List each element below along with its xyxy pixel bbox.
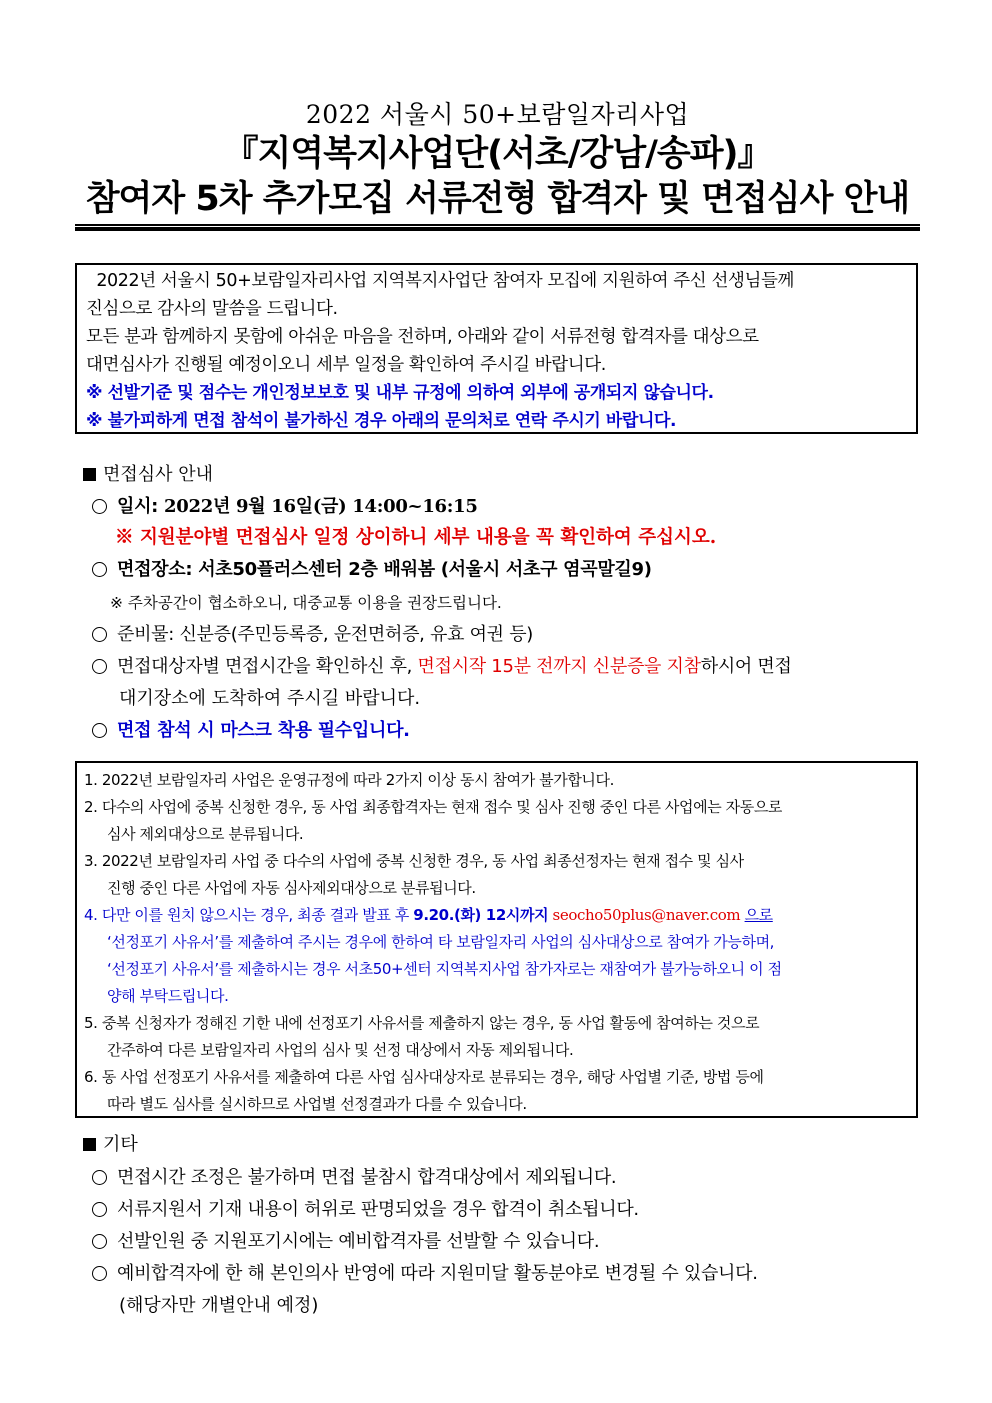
rule-6-line-2: 따라 별도 심사를 실시하므로 사업별 선정결과가 다를 수 있습니다. bbox=[107, 1095, 527, 1113]
document-title bbox=[75, 98, 920, 222]
rule-4-line-1: 4. 다만 이를 원치 않으시는 경우, 최종 결과 발표 후 9.20.(화) 12시까지 seocho50plus@naver.com 으로 bbox=[84, 906, 773, 924]
other-item-1: 면접시간 조정은 불가하며 면접 불참시 합격대상에서 제외됩니다. bbox=[92, 1164, 616, 1192]
rule-4-line-3: ‘선정포기 사유서’를 제출하시는 경우 서초50+센터 지역복지사업 참가자로는 재참여가 불가능하오니 이 점 bbox=[107, 960, 782, 978]
notice-contact: ※ 불가피하게 면접 참석이 불가하신 경우 아래의 문의처로 연락 주시기 바랍니다. bbox=[86, 411, 677, 431]
datetime-note: ※ 지원분야별 면접심사 일정 상이하니 세부 내용을 꼭 확인하여 주십시오. bbox=[115, 527, 717, 548]
other-item-2: 서류지원서 기재 내용이 허위로 판명되었을 경우 합격이 취소됩니다. bbox=[92, 1196, 639, 1224]
interview-prep: 준비물: 신분증(주민등록증, 운전면허증, 유효 여권 등) bbox=[92, 621, 533, 649]
rule-4-line-2: ‘선정포기 사유서’를 제출하여 주시는 경우에 한하여 타 보람일자리 사업의 심사대상으로 참여가 가능하며, bbox=[107, 933, 775, 951]
interview-place: 면접장소: 서초50플러스센터 2층 배워봄 (서울시 서초구 염곡말길9) bbox=[92, 556, 652, 584]
circle-bullet-icon bbox=[92, 1170, 107, 1185]
rule-5-line-1: 5. 중복 신청자가 정해진 기한 내에 선정포기 사유서를 제출하지 않는 경우, 동 사업 활동에 참여하는 것으로 bbox=[84, 1014, 760, 1032]
title-double-underline bbox=[75, 224, 920, 231]
rules-box bbox=[75, 761, 918, 1118]
other-item-4-note: (해당자만 개별안내 예정) bbox=[119, 1295, 319, 1316]
rule-6-line-1: 6. 동 사업 선정포기 사유서를 제출하여 다른 사업 심사대상자로 분류되는 경우, 해당 사업별 기준, 방법 등에 bbox=[84, 1068, 764, 1086]
rule-3-line-1: 3. 2022년 보람일자리 사업 중 다수의 사업에 중복 신청한 경우, 동 사업 최종선정자는 현재 접수 및 심사 bbox=[84, 852, 744, 870]
circle-bullet-icon bbox=[92, 659, 107, 674]
interview-section-heading: 면접심사 안내 bbox=[83, 462, 213, 488]
arrival-line-2: 대기장소에 도착하여 주시길 바랍니다. bbox=[119, 688, 421, 709]
circle-bullet-icon bbox=[92, 562, 107, 577]
circle-bullet-icon bbox=[92, 1202, 107, 1217]
rule-2-line-1: 2. 다수의 사업에 중복 신청한 경우, 동 사업 최종합격자는 현재 접수 및 심사 진행 중인 다른 사업에는 자동으로 bbox=[84, 798, 783, 816]
rule-2-line-2: 심사 제외대상으로 분류됩니다. bbox=[107, 825, 304, 843]
circle-bullet-icon bbox=[92, 627, 107, 642]
deadline: 9.20.(화) 12시까지 bbox=[413, 906, 549, 924]
other-section-heading: 기타 bbox=[83, 1132, 138, 1158]
notice-confidential: ※ 선발기준 및 점수는 개인정보보호 및 내부 규정에 의하여 외부에 공개되지 않습니다. bbox=[86, 383, 714, 403]
intro-box bbox=[75, 263, 918, 434]
email-link[interactable]: seocho50plus@naver.com bbox=[552, 906, 741, 924]
parking-note: ※ 주차공간이 협소하오니, 대중교통 이용을 권장드립니다. bbox=[110, 594, 502, 612]
mask-notice: 면접 참석 시 마스크 착용 필수입니다. bbox=[92, 717, 410, 745]
black-square-bullet-icon bbox=[83, 1138, 96, 1151]
intro-line-2: 진심으로 감사의 말씀을 드립니다. bbox=[86, 299, 338, 319]
intro-line-3: 모든 분과 함께하지 못함에 아쉬운 마음을 전하며, 아래와 같이 서류전형 합격자를 대상으로 bbox=[86, 327, 759, 347]
other-item-4: 예비합격자에 한 해 본인의사 반영에 따라 지원미달 활동분야로 변경될 수 있습니다. bbox=[92, 1260, 758, 1288]
circle-bullet-icon bbox=[92, 1234, 107, 1249]
arrival-requirement: 면접시작 15분 전까지 신분증을 지참 bbox=[417, 656, 701, 677]
intro-line-1: 2022년 서울시 50+보람일자리사업 지역복지사업단 참여자 모집에 지원하여 주신 선생님들께 bbox=[86, 271, 794, 291]
rule-4-line-4: 양해 부탁드립니다. bbox=[107, 987, 229, 1005]
title-unit: 『지역복지사업단(서초/강남/송파)』 bbox=[223, 134, 772, 174]
other-item-3: 선발인원 중 지원포기시에는 예비합격자를 선발할 수 있습니다. bbox=[92, 1228, 599, 1256]
title-year-program: 2022 서울시 50+보람일자리사업 bbox=[305, 100, 690, 129]
rule-3-line-2: 진행 중인 다른 사업에 자동 심사제외대상으로 분류됩니다. bbox=[107, 879, 476, 897]
circle-bullet-icon bbox=[92, 723, 107, 738]
intro-line-4: 대면심사가 진행될 예정이오니 세부 일정을 확인하여 주시길 바랍니다. bbox=[86, 355, 606, 375]
black-square-bullet-icon bbox=[83, 468, 96, 481]
circle-bullet-icon bbox=[92, 1266, 107, 1281]
interview-datetime: 일시: 2022년 9월 16일(금) 14:00~16:15 bbox=[92, 493, 478, 521]
circle-bullet-icon bbox=[92, 499, 107, 514]
title-subject: 참여자 5차 추가모집 서류전형 합격자 및 면접심사 안내 bbox=[85, 179, 910, 219]
rule-1: 1. 2022년 보람일자리 사업은 운영규정에 따라 2가지 이상 동시 참여가 불가합니다. bbox=[84, 771, 614, 789]
rule-5-line-2: 간주하여 다른 보람일자리 사업의 심사 및 선정 대상에서 자동 제외됩니다. bbox=[107, 1041, 574, 1059]
interview-arrival: 면접대상자별 면접시간을 확인하신 후, 면접시작 15분 전까지 신분증을 지참하시어 면접 bbox=[92, 653, 792, 681]
